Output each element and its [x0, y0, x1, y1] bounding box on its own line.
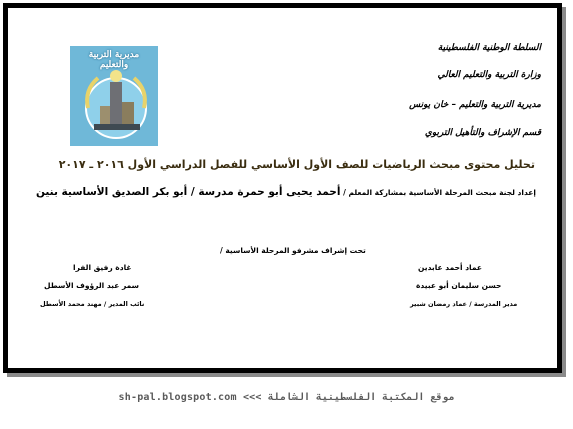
- logo-text: مديرية التربية والتعليم: [88, 50, 140, 70]
- supervisor-left-1: غادة رفيق الفرا: [73, 263, 132, 272]
- header-ministry: وزارة التربية والتعليم العالي: [437, 70, 541, 80]
- header-authority: السلطة الوطنية الفلسطينية: [437, 43, 541, 53]
- supervision-heading: تحت إشراف مشرفو المرحلة الأساسية /: [220, 246, 366, 255]
- supervisor-right-2: حسن سليمان أبو عبيدة: [416, 281, 502, 290]
- site-watermark: sh-pal.blogspot.com <<< موقع المكتبة الفلسطينية الشاملة: [118, 392, 455, 403]
- prepared-by: [16, 186, 536, 198]
- document-title: تحليل محتوى مبحث الرياضيات للصف الأول الأساسي للفصل الدراسي الأول ٢٠١٦ ـ ٢٠١٧: [58, 158, 535, 171]
- supervisor-right-1: عماد أحمد عابدين: [418, 263, 483, 272]
- school-principal: مدير المدرسة / عماد رمضان شبير: [410, 300, 518, 308]
- document-frame: [3, 3, 562, 373]
- header-department: قسم الإشراف والتأهيل التربوي: [424, 128, 541, 138]
- header-directorate: مديرية التربية والتعليم – خان يونس: [409, 100, 541, 110]
- prepared-intro: إعداد لجنة مبحث المرحلة الأساسية بمشاركة المعلم /: [343, 188, 536, 197]
- teacher-name: أحمد يحيى أبو حمرة مدرسة / أبو بكر الصديق الأساسية بنين: [35, 186, 341, 198]
- directorate-logo: [70, 46, 158, 146]
- supervisor-left-2: سمر عبد الرؤوف الأسطل: [44, 281, 140, 290]
- deputy-principal: نائب المدير / مهند محمد الأسطل: [40, 300, 145, 308]
